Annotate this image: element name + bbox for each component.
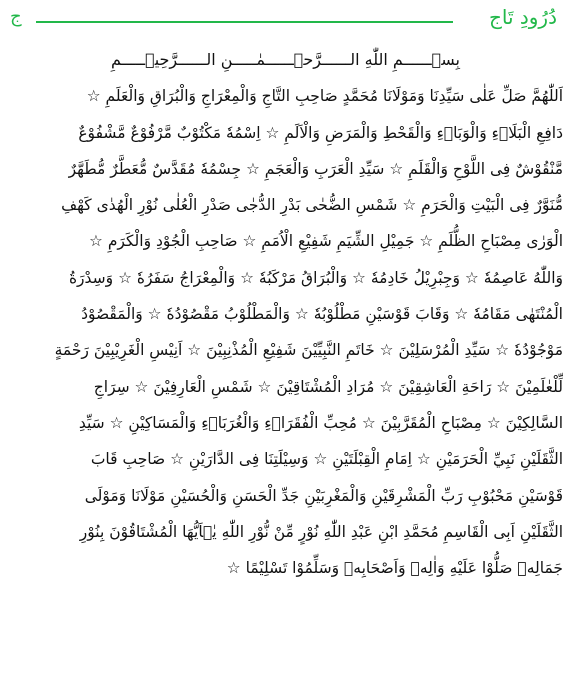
text-line: جَمَالِهٖ صَلُّوْا عَلَيْهِ وَاٰلِهٖ وَاَصْحَابِهٖ وَسَلِّمُوْا تَسْلِيْمًا ☆ bbox=[226, 559, 563, 578]
text-line: مُّنَوَّرٌ فِى الْبَيْتِ وَالْحَرَمِ ☆ شَمْسِ الضُّحٰى بَدْرِ الدُّجٰى صَدْرِ الْعُلٰى نُوْرِ الْهُدٰى كَهْفِ bbox=[61, 196, 563, 215]
text-line: مَوْجُوْدُهٗ ☆ سَيِّدِ الْمُرْسَلِيْنَ ☆ خَاتَمِ النَّبِيِّيْنَ شَفِيْعِ الْمُذْنِبِيْنَ ☆ اَنِيْسِ الْغَرِيْبِيْنَ رَحْمَةٍ bbox=[54, 341, 563, 360]
text-line: الْوَرٰى مِصْبَاحِ الظُّلَمِ ☆ جَمِيْلِ الشِّيَمِ شَفِيْعِ الْاُمَمِ ☆ صَاحِبِ الْجُوْدِ وَالْكَرَمِ ☆ bbox=[89, 232, 563, 251]
header bbox=[8, 2, 563, 42]
prayer-text bbox=[8, 42, 563, 623]
text-line: الثَّقَلَيْنِ نَبِيِّ الْحَرَمَيْنِ ☆ اِمَامِ الْقِبْلَتَيْنِ ☆ وَسِيْلَتِنَا فِى الدَّارَيْنِ ☆ صَاحِبِ قَابَ bbox=[90, 450, 563, 469]
text-line: قَوْسَيْنِ مَحْبُوْبِ رَبِّ الْمَشْرِقَيْنِ وَالْمَغْرِبَيْنِ جَدِّ الْحَسَنِ وَالْحُسَيْنِ مَوْلَانَا وَمَوْلَى bbox=[84, 486, 563, 505]
text-line: الْمُنْتَهٰى مَقَامُهٗ ☆ وَقَابَ قَوْسَيْنِ مَطْلُوْبُهٗ ☆ وَالْمَطْلُوْبُ مَقْصُوْدُهٗ ☆ وَالْمَقْصُوْدُ bbox=[81, 305, 563, 324]
text-line: دَافِعِ الْبَلَاۤءِ وَالْوَبَاۤءِ وَالْقَحْطِ وَالْمَرَضِ وَالْاَلَمِ ☆ اِسْمُهٗ مَكْتُوْبٌ مَّرْفُوْعٌ مَّشْفُوْعٌ bbox=[78, 123, 563, 142]
text-line: مَّنْقُوْشٌ فِى اللَّوْحِ وَالْقَلَمِ ☆ سَيِّدِ الْعَرَبِ وَالْعَجَمِ ☆ جِسْمُهٗ مُقَدَّسٌ مُّعَطَّرٌ مُّطَهَّرٌ bbox=[68, 159, 563, 178]
text-line: وَاللّٰهُ عَاصِمُهٗ ☆ وَجِبْرِيْلُ خَادِمُهٗ ☆ وَالْبُرَاقُ مَرْكَبُهٗ ☆ وَالْمِعْرَاجُ سَفَرُهٗ ☆ وَسِدْرَةُ bbox=[68, 268, 563, 287]
page-title: دُرُودِ تَاج bbox=[488, 5, 557, 29]
bismillah-line: بِسۡــــــمِ اللّٰهِ الــــــرَّحۡــــــمٰـــــنِ الــــــرَّحِيۡـــــمِ bbox=[111, 50, 460, 69]
text-line: الثَّقَلَيْنِ اَبِى الْقَاسِمِ مُحَمَّدِ ابْنِ عَبْدِ اللّٰهِ نُوْرٍ مِّنْ نُّوْرِ اللّٰهِ يٰۤاَيُّهَا الْمُشْتَاقُوْنَ بِنُوْرِ bbox=[79, 522, 563, 541]
text-line bbox=[8, 586, 563, 622]
text-line: اَللّٰهُمَّ صَلِّ عَلٰى سَيِّدِنَا وَمَوْلَانَا مُحَمَّدٍ صَاحِبِ التَّاجِ وَالْمِعْرَاجِ وَالْبُرَاقِ وَالْعَلَمِ ☆ bbox=[86, 87, 563, 106]
text-line: السَّالِكِيْنَ ☆ مِصْبَاحِ الْمُقَرَّبِيْنَ ☆ مُحِبِّ الْفُقَرَاۤءِ وَالْغُرَبَاۤءِ وَالْمَسَاكِيْنِ ☆ سَيِّدِ bbox=[78, 413, 563, 432]
title-underline-rule bbox=[36, 21, 453, 23]
text-line: لِّلْعٰلَمِيْنَ ☆ رَاحَةِ الْعَاشِقِيْنَ ☆ مُرَادِ الْمُشْتَاقِيْنَ ☆ شَمْسِ الْعَارِفِيْنَ ☆ سِرَاجِ bbox=[93, 377, 563, 396]
title-end-glyph: ج bbox=[10, 6, 22, 27]
